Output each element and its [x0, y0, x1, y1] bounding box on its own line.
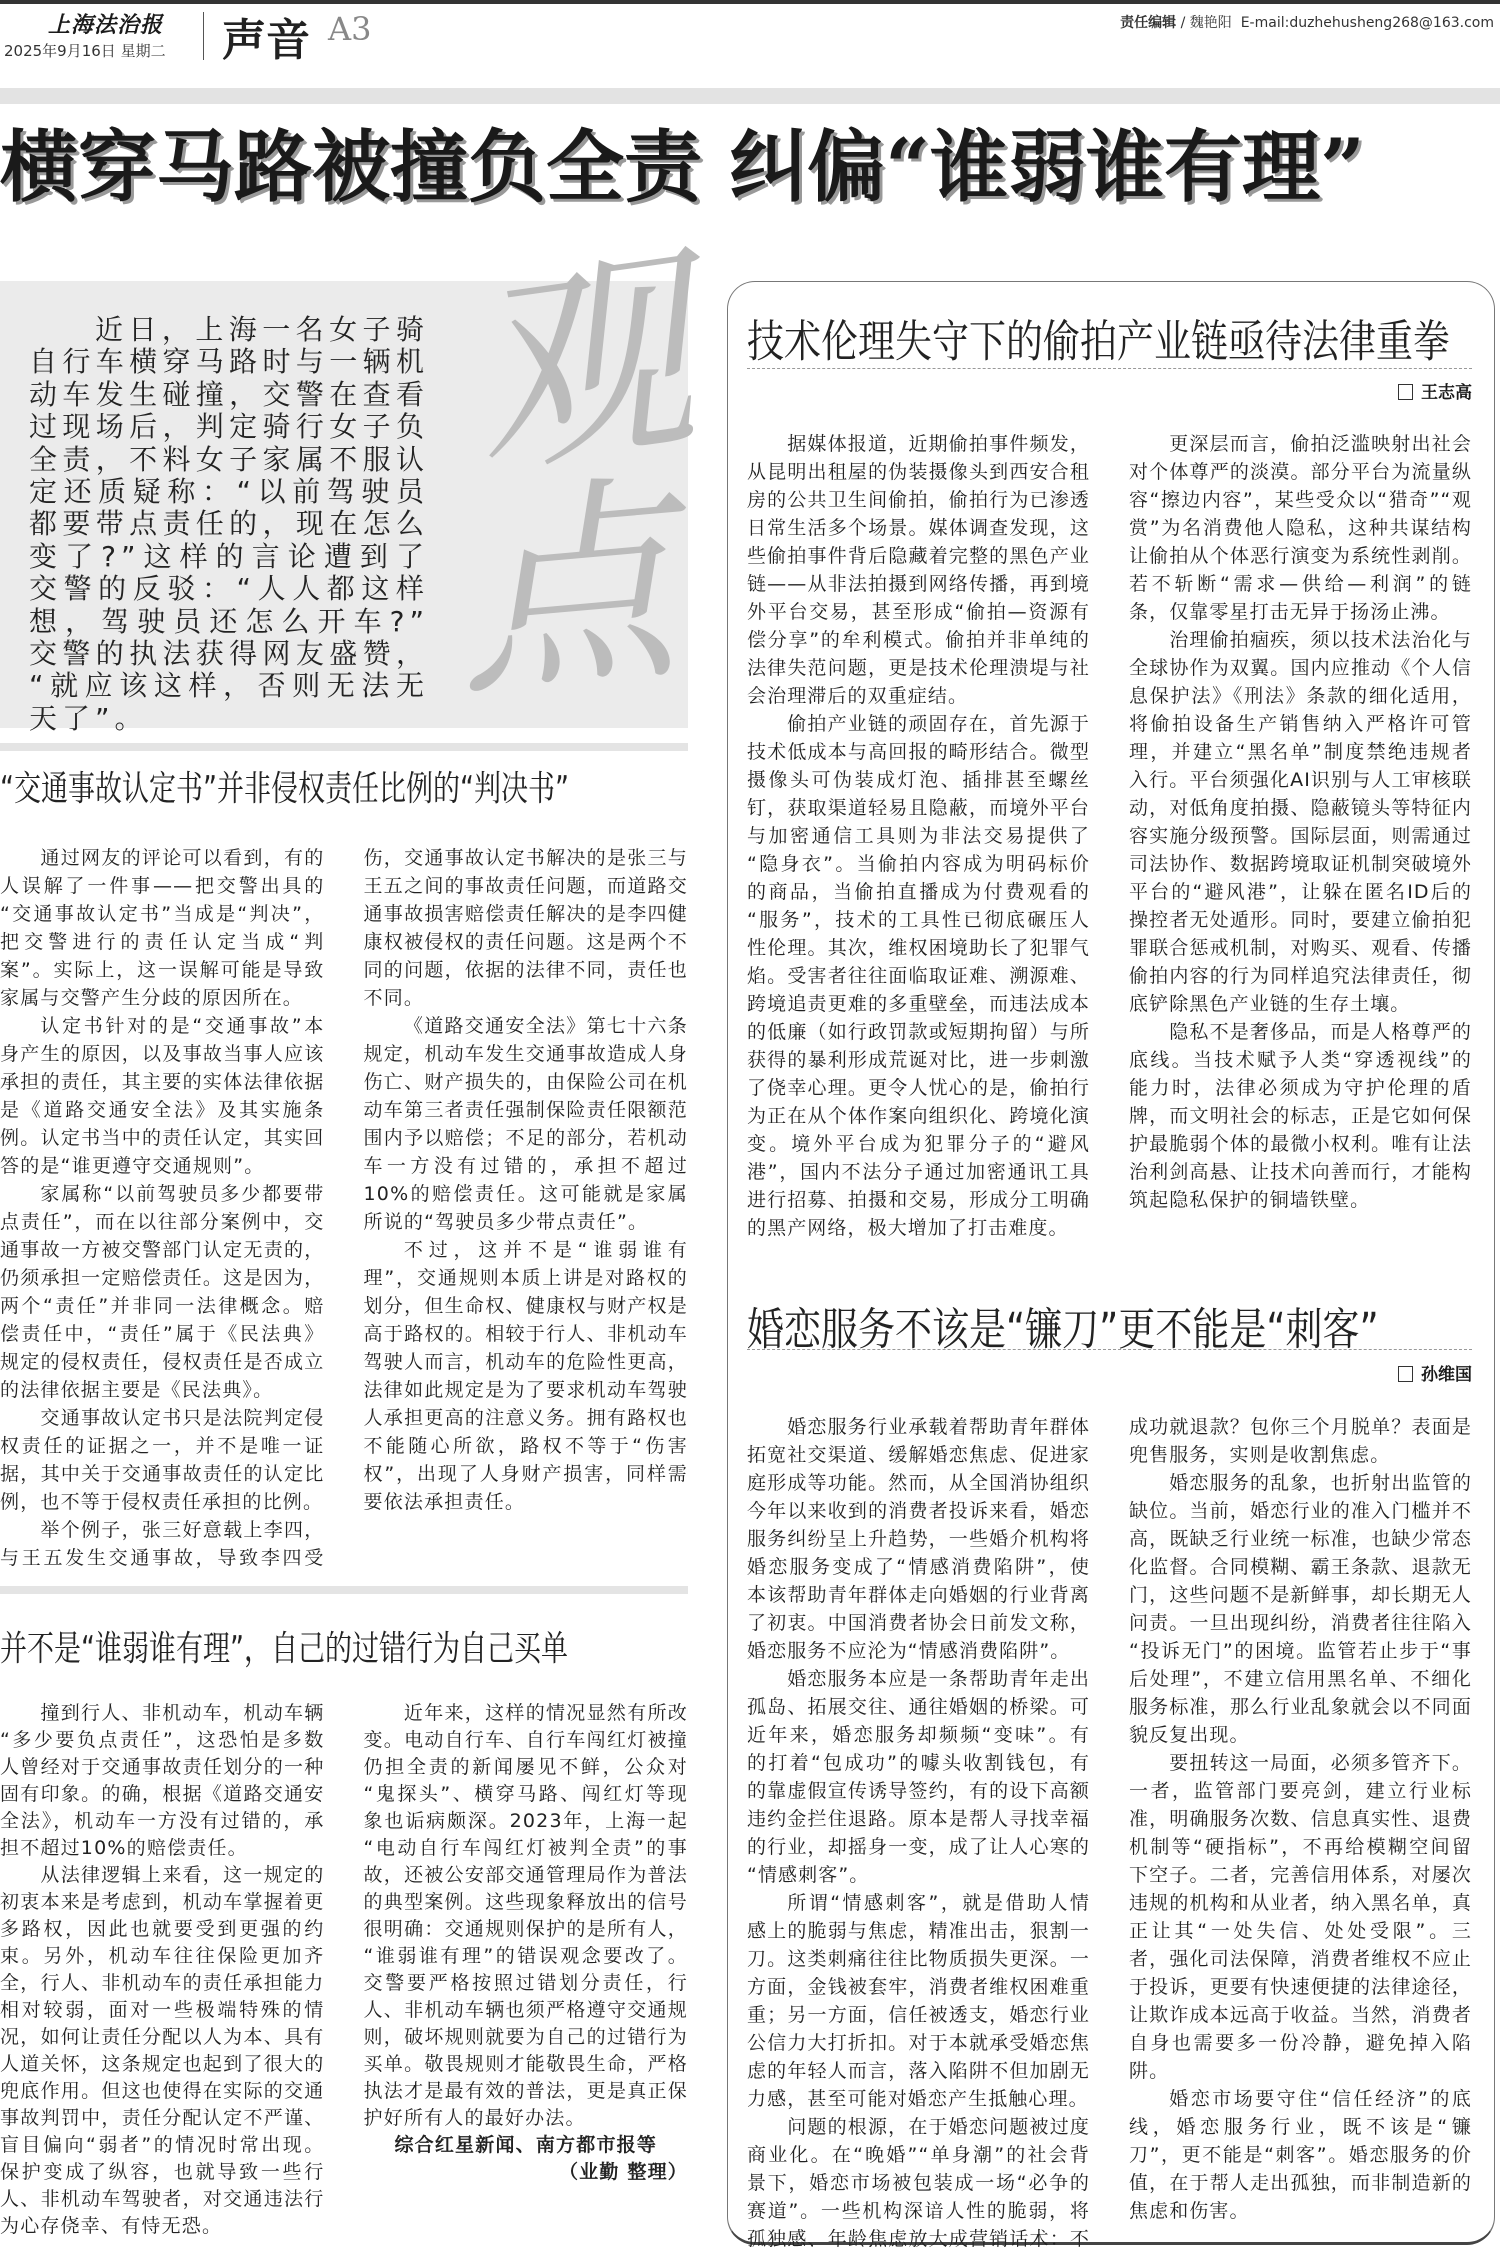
- article-source: 综合红星新闻、南方都市报等: [394, 2134, 658, 2156]
- article-compiler: （业勤 整理）: [558, 2161, 688, 2183]
- article4-headline: 婚恋服务不该是“镰刀”更不能是“刺客”: [747, 1303, 1379, 1356]
- column-tag-char-1: 观: [453, 222, 707, 508]
- editor-info: [1120, 12, 1494, 32]
- paragraph: 婚恋服务的乱象，也折射出监管的缺位。当前，婚恋行业的准入门槛并不高，既缺乏行业统一标准，也缺少常态化监督。合同模糊、霸王条款、退款无门，这些问题不是新鲜事，却长期无人问责。一旦出现纠纷，消费者往往陷入“投诉无门”的困境。监管若止步于“事后处理”，不建立信用黑名单、不细化服务标准，那么行业乱象就会以不同面貌反复出现。: [1129, 1472, 1472, 1746]
- intro-text: 近日，上海一名女子骑自行车横穿马路时与一辆机动车发生碰撞，交警在查看过现场后，判定骑行女子负全责，不料女子家属不服认定还质疑称：“以前驾驶员都要带点责任的，现在怎么变了?”这样的言论遭到了交警的反驳：“人人都这样想，驾驶员还怎么开车?”交警的执法获得网友盛赞，“就应该这样，否则无法无天了”。: [29, 313, 429, 735]
- article3-byline: [1398, 378, 1472, 403]
- editor-email: E-mail:duzhehusheng268@163.com: [1240, 15, 1494, 31]
- paragraph: 更深层而言，偷拍泛滥映射出社会对个体尊严的淡漠。部分平台为流量纵容“擦边内容”，某些受众以“猎奇”“观赏”为名消费他人隐私，这种共谋结构让偷拍从个体恶行演变为系统性剥削。若不斩断“需求—供给—利润”的链条，仅靠零星打击无异于扬汤止沸。: [1129, 433, 1472, 623]
- article3-headline: 技术伦理失守下的偷拍产业链亟待法律重拳: [747, 315, 1450, 368]
- paragraph: 认定书针对的是“交通事故”本身产生的原因，以及事故当事人应该承担的责任，其主要的实体法律依据是《道路交通安全法》及其实施条例。认定书当中的责任认定，其实回答的是“谁更遵守交通规则”。: [0, 1015, 325, 1177]
- paragraph: 治理偷拍痼疾，须以技术法治化与全球协作为双翼。国内应推动《个人信息保护法》《刑法》条款的细化适用，将偷拍设备生产销售纳入严格许可管理，并建立“黑名单”制度禁绝违规者入行。平台须强化AI识别与人工审核联动，对低角度拍摄、隐蔽镜头等特征内容实施分级预警。国际层面，则需通过司法协作、数据跨境取证机制突破境外平台的“避风港”，让躲在匿名ID后的操控者无处遁形。同时，要建立偷拍犯罪联合惩戒机制，对购买、观看、传播偷拍内容的行为同样追究法律责任，彻底铲除黑色产业链的生存土壤。: [1129, 629, 1472, 1015]
- header-divider: [203, 12, 204, 60]
- paragraph: 婚恋市场要守住“信任经济”的底线，婚恋服务行业，既不该是“镰刀”，更不能是“刺客”。婚恋服务的价值，在于帮人走出孤独，而非制造新的焦虑和伤害。: [1129, 2088, 1472, 2222]
- paragraph: 所谓“情感刺客”，就是借助人情感上的脆弱与焦虑，精准出击，狠割一刀。这类刺痛往往比物质损失更深。一方面，金钱被套牢，消费者维权困难重重；另一方面，信任被透支，婚恋行业公信力大打折扣。对于本就承受婚恋焦虑的年轻人而言，落入陷阱不但加剧无力感，甚至可能对婚恋产生抵触心理。: [747, 1892, 1090, 2110]
- paragraph: 通过网友的评论可以看到，有的人误解了一件事——把交警出具的“交通事故认定书”当成是“判决”，把交警进行的责任认定当成“判案”。实际上，这一误解可能是导致家属与交警产生分歧的原因所在。: [0, 847, 325, 1009]
- paragraph: 婚恋服务本应是一条帮助青年走出孤岛、拓展交往、通往婚姻的桥梁。可近年来，婚恋服务却频频“变味”。有的打着“包成功”的噱头收割钱包，有的靠虚假宣传诱导签约，有的设下高额违约金拦住退路。原本是帮人寻找幸福的行业，却摇身一变，成了让人心寒的“情感刺客”。: [747, 1668, 1090, 1886]
- header-band: [0, 88, 1500, 104]
- byline-box-icon: [1398, 384, 1413, 400]
- paragraph: 问题的根源，在于婚恋问题被过度商业化。在“晚婚”“单身潮”的社会背景下，婚恋市场被包装成一场“必争的赛道”。一些机构深谙人性的脆弱，将孤独感、年龄焦虑放大成营销话术：不成功就退款？包你三个月脱单？表面是兜售服务，实则是收割焦虑。: [747, 1416, 1472, 2250]
- article1-body: [0, 844, 688, 1572]
- paragraph: 婚恋服务行业承载着帮助青年群体拓宽社交渠道、缓解婚恋焦虑、促进家庭形成等功能。然而，从全国消协组织今年以来收到的消费者投诉来看，婚恋服务纠纷呈上升趋势，一些婚介机构将婚恋服务变成了“情感消费陷阱”，使本该帮助青年群体走向婚姻的行业背离了初衷。中国消费者协会日前发文称，婚恋服务不应沦为“情感消费陷阱”。: [747, 1416, 1090, 1662]
- editor-label: 责任编辑: [1120, 15, 1177, 31]
- article4-body: [747, 1413, 1472, 2253]
- paragraph: 近年来，这样的情况显然有所改变。电动自行车、自行车闯红灯被撞仍担全责的新闻屡见不鲜，公众对“鬼探头”、横穿马路、闯红灯等现象也诟病颇深。2023年，上海一起“电动自行车闯红灯被判全责”的事故，还被公安部交通管理局作为普法的典型案例。这些现象释放出的信号很明确：交通规则保护的是所有人，“谁弱谁有理”的错误观念要改了。交警要严格按照过错划分责任，行人、非机动车辆也须严格遵守交通规则，破坏规则就要为自己的过错行为买单。敬畏规则才能敬畏生命，严格执法才是最有效的普法，更是真正保护好所有人的最好办法。: [363, 1702, 688, 2129]
- paragraph: 据媒体报道，近期偷拍事件频发，从昆明出租屋的伪装摄像头到西安合租房的公共卫生间偷拍，偷拍行为已渗透日常生活多个场景。媒体调查发现，这些偷拍事件背后隐藏着完整的黑色产业链——从非法拍摄到网络传播，再到境外平台交易，甚至形成“偷拍—资源有偿分享”的牟利模式。偷拍并非单纯的法律失范问题，更是技术伦理溃堤与社会治理滞后的双重症结。: [747, 433, 1090, 707]
- byline-box-icon: [1398, 1366, 1413, 1382]
- issue-date: 2025年9月16日 星期二: [4, 42, 166, 60]
- paragraph: 要扭转这一局面，必须多管齐下。一者，监管部门要亮剑，建立行业标准，明确服务次数、信息真实性、退费机制等“硬指标”，不再给模糊空间留下空子。二者，完善信用体系，对屡次违规的机构和从业者，纳入黑名单，真正让其“一处失信、处处受限”。三者，强化司法保障，消费者维权不应止于投诉，更要有快速便捷的法律途径，让欺诈成本远高于收益。当然，消费者自身也需要多一份冷静，避免掉入陷阱。: [1129, 1752, 1472, 2082]
- paragraph: 交通事故认定书只是法院判定侵权责任的证据之一，并不是唯一证据，其中关于交通事故责任的认定比例，也不等于侵权责任承担的比例。: [0, 1407, 325, 1513]
- paragraph: 偷拍产业链的顽固存在，首先源于技术低成本与高回报的畸形结合。微型摄像头可伪装成灯泡、插排甚至螺丝钉，获取渠道轻易且隐蔽，而境外平台与加密通信工具则为非法交易提供了“隐身衣”。当偷拍内容成为明码标价的商品，当偷拍直播成为付费观看的“服务”，技术的工具性已彻底碾压人性伦理。其次，维权困境助长了犯罪气焰。受害者往往面临取证难、溯源难、跨境追责更难的多重壁垒，而违法成本的低廉（如行政罚款或短期拘留）与所获得的暴利形成荒诞对比，进一步刺激了侥幸心理。更令人忧心的是，偷拍行为正在从个体作案向组织化、跨境化演变。境外平台成为犯罪分子的“避风港”，国内不法分子通过加密通讯工具进行招募、拍摄和交易，形成分工明确的黑产网络，极大增加了打击难度。: [747, 713, 1090, 1239]
- section-name: 声音: [222, 15, 310, 66]
- column-tag-char-2: 点: [444, 452, 686, 728]
- section-separator: [0, 743, 688, 751]
- page-number: A3: [328, 10, 372, 48]
- paragraph: 《道路交通安全法》第七十六条规定，机动车发生交通事故造成人身伤亡、财产损失的，由保险公司在机动车第三者责任强制保险责任限额范围内予以赔偿；不足的部分，若机动车一方没有过错的，承担不超过10%的赔偿责任。这可能就是家属所说的“驾驶员多少带点责任”。: [363, 1015, 688, 1233]
- paragraph: 不过，这并不是“谁弱谁有理”，交通规则本质上讲是对路权的划分，但生命权、健康权与财产权是高于路权的。相较于行人、非机动车驾驶人而言，机动车的危险性更高，法律如此规定是为了要求机动车驾驶人承担更高的注意义务。拥有路权也不能随心所欲，路权不等于“伤害权”，出现了人身财产损害，同样需要依法承担责任。: [363, 1239, 688, 1513]
- author-name: 王志高: [1421, 383, 1472, 403]
- dashed-divider: [747, 368, 1472, 369]
- article4-byline: [1398, 1360, 1472, 1385]
- author-name: 孙维国: [1421, 1365, 1472, 1385]
- paragraph: 从法律逻辑上来看，这一规定的初衷本来是考虑到，机动车掌握着更多路权，因此也就要受到更强的约束。另外，机动车往往保险更加齐全，行人、非机动车的责任承担能力相对较弱，面对一些极端特殊的情况，如何让责任分配以人为本、具有人道关怀，这条规定也起到了很大的兜底作用。但这也使得在实际的交通事故判罚中，责任分配认定不严谨、盲目偏向“弱者”的情况时常出现。保护变成了纵容，也就导致一些行人、非机动车驾驶者，对交通违法行为心存侥幸、有恃无恐。: [0, 1864, 325, 2237]
- paragraph: 撞到行人、非机动车，机动车辆“多少要负点责任”，这恐怕是多数人曾经对于交通事故责任划分的一种固有印象。的确，根据《道路交通安全法》，机动车一方没有过错的，承担不超过10%的赔偿责任。: [0, 1702, 325, 1859]
- paragraph: 家属称“以前驾驶员多少都要带点责任”，而在以往部分案例中，交通事故一方被交警部门认定无责的，仍须承担一定赔偿责任。这是因为，两个“责任”并非同一法律概念。赔偿责任中，“责任”属于《民法典》规定的侵权责任，侵权责任是否成立的法律依据主要是《民法典》。: [0, 1183, 325, 1401]
- article1-headline: “交通事故认定书”并非侵权责任比例的“判决书”: [0, 769, 569, 810]
- newspaper-logo: 上海法治报: [48, 12, 164, 38]
- section-separator: [0, 1586, 688, 1594]
- article2-body: [0, 1700, 688, 2240]
- editor-name: / 魏艳阳: [1176, 15, 1232, 31]
- article2-headline: 并不是“谁弱谁有理”，自己的过错行为自己买单: [0, 1629, 568, 1670]
- paragraph: 隐私不是奢侈品，而是人格尊严的底线。当技术赋予人类“穿透视线”的能力时，法律必须成为守护伦理的盾牌，而文明社会的标志，正是它如何保护最脆弱个体的最微小权利。唯有让法治利剑高悬、让技术向善而行，才能构筑起隐私保护的铜墙铁壁。: [1129, 1021, 1472, 1211]
- paragraph: 举个例子，张三好意载上李四，与王五发生交通事故，导致李四受伤，交通事故认定书解决的是张三与王五之间的事故责任问题，而道路交通事故损害赔偿责任解决的是李四健康权被侵权的责任问题。这是两个不同的问题，依据的法律不同，责任也不同。: [0, 847, 688, 1569]
- dashed-divider: [747, 1349, 1472, 1350]
- article3-body: [747, 430, 1472, 1242]
- main-headline: 横穿马路被撞负全责 纠偏“谁弱谁有理”: [0, 122, 1365, 213]
